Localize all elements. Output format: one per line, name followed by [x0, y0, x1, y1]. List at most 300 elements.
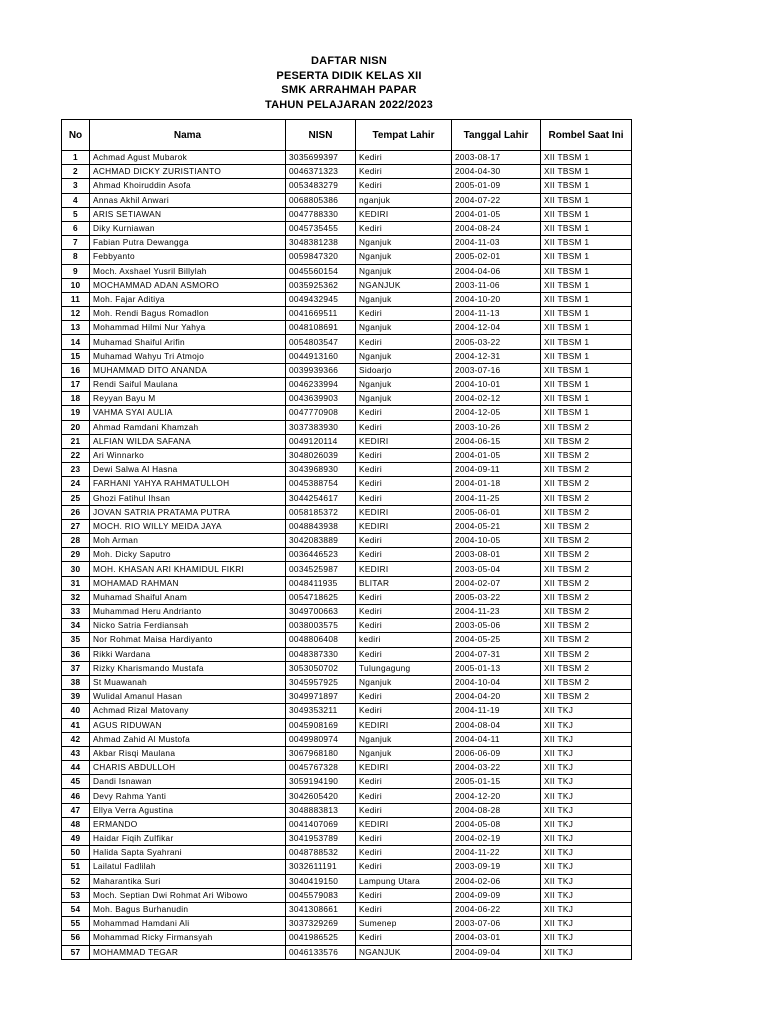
table-row	[62, 846, 632, 860]
cell-nisn: 3035699397	[286, 151, 356, 165]
cell-tempat-lahir: Kediri	[356, 832, 452, 846]
header-rombel: Rombel Saat Ini	[541, 120, 632, 151]
cell-no: 53	[62, 888, 90, 902]
header-no: No	[62, 120, 90, 151]
cell-nisn: 3067968180	[286, 746, 356, 760]
cell-rombel: XII TKJ	[541, 917, 632, 931]
cell-nama: ERMANDO	[90, 817, 286, 831]
table-row	[62, 307, 632, 321]
cell-tanggal-lahir: 2004-10-04	[452, 675, 541, 689]
cell-nisn: 0045908169	[286, 718, 356, 732]
cell-rombel: XII TBSM 2	[541, 675, 632, 689]
cell-nisn: 3049971897	[286, 690, 356, 704]
cell-no: 28	[62, 534, 90, 548]
cell-nama: MUHAMMAD DITO ANANDA	[90, 363, 286, 377]
cell-rombel: XII TBSM 2	[541, 605, 632, 619]
table-row	[62, 250, 632, 264]
table-row	[62, 264, 632, 278]
cell-nisn: 3049700663	[286, 605, 356, 619]
cell-tempat-lahir: Kediri	[356, 590, 452, 604]
cell-tempat-lahir: Kediri	[356, 647, 452, 661]
table-row	[62, 321, 632, 335]
cell-tanggal-lahir: 2003-09-19	[452, 860, 541, 874]
cell-nama: Rikki Wardana	[90, 647, 286, 661]
cell-no: 3	[62, 179, 90, 193]
cell-nisn: 0045767328	[286, 761, 356, 775]
cell-tempat-lahir: Kediri	[356, 406, 452, 420]
cell-rombel: XII TBSM 1	[541, 335, 632, 349]
cell-nama: Rendi Saiful Maulana	[90, 378, 286, 392]
cell-nisn: 0041986525	[286, 931, 356, 945]
cell-nisn: 3041308661	[286, 902, 356, 916]
cell-no: 5	[62, 207, 90, 221]
cell-rombel: XII TKJ	[541, 817, 632, 831]
cell-nisn: 0048387330	[286, 647, 356, 661]
cell-tanggal-lahir: 2004-10-01	[452, 378, 541, 392]
cell-tanggal-lahir: 2004-02-19	[452, 832, 541, 846]
cell-no: 17	[62, 378, 90, 392]
cell-tanggal-lahir: 2003-08-17	[452, 151, 541, 165]
cell-nisn: 0048806408	[286, 633, 356, 647]
cell-tanggal-lahir: 2004-09-11	[452, 463, 541, 477]
cell-tanggal-lahir: 2004-10-20	[452, 292, 541, 306]
cell-no: 1	[62, 151, 90, 165]
cell-nisn: 3049353211	[286, 704, 356, 718]
cell-tempat-lahir: kediri	[356, 633, 452, 647]
cell-tempat-lahir: KEDIRI	[356, 718, 452, 732]
cell-tempat-lahir: Nganjuk	[356, 378, 452, 392]
cell-nisn: 3043968930	[286, 463, 356, 477]
cell-nisn: 0036446523	[286, 548, 356, 562]
cell-no: 24	[62, 477, 90, 491]
cell-tempat-lahir: Nganjuk	[356, 250, 452, 264]
cell-tanggal-lahir: 2003-10-26	[452, 420, 541, 434]
cell-nisn: 0046233994	[286, 378, 356, 392]
cell-rombel: XII TKJ	[541, 704, 632, 718]
cell-rombel: XII TBSM 1	[541, 278, 632, 292]
cell-rombel: XII TKJ	[541, 888, 632, 902]
cell-nisn: 3044254617	[286, 491, 356, 505]
cell-no: 39	[62, 690, 90, 704]
cell-nama: Moch. Axshael Yusril Billylah	[90, 264, 286, 278]
table-row	[62, 236, 632, 250]
table-row	[62, 151, 632, 165]
cell-no: 21	[62, 434, 90, 448]
table-row	[62, 633, 632, 647]
cell-nama: Mohammad Ricky Firmansyah	[90, 931, 286, 945]
cell-nama: AGUS RIDUWAN	[90, 718, 286, 732]
header-nisn: NISN	[286, 120, 356, 151]
cell-no: 14	[62, 335, 90, 349]
table-row	[62, 534, 632, 548]
cell-nisn: 0049120114	[286, 434, 356, 448]
cell-rombel: XII TBSM 1	[541, 321, 632, 335]
cell-tempat-lahir: Kediri	[356, 491, 452, 505]
table-row	[62, 505, 632, 519]
cell-nisn: 0045579083	[286, 888, 356, 902]
cell-tanggal-lahir: 2004-01-18	[452, 477, 541, 491]
cell-no: 27	[62, 519, 90, 533]
cell-tanggal-lahir: 2005-01-15	[452, 775, 541, 789]
cell-tanggal-lahir: 2004-11-25	[452, 491, 541, 505]
cell-tanggal-lahir: 2004-09-09	[452, 888, 541, 902]
cell-no: 44	[62, 761, 90, 775]
cell-nisn: 0054718625	[286, 590, 356, 604]
cell-tanggal-lahir: 2005-01-13	[452, 661, 541, 675]
cell-rombel: XII TKJ	[541, 746, 632, 760]
cell-rombel: XII TKJ	[541, 775, 632, 789]
cell-no: 12	[62, 307, 90, 321]
cell-nama: Ellya Verra Agustina	[90, 803, 286, 817]
cell-rombel: XII TBSM 2	[541, 647, 632, 661]
table-row	[62, 463, 632, 477]
cell-no: 48	[62, 817, 90, 831]
cell-no: 22	[62, 448, 90, 462]
cell-nama: Nicko Satria Ferdiansah	[90, 619, 286, 633]
cell-rombel: XII TBSM 1	[541, 207, 632, 221]
cell-tanggal-lahir: 2004-05-21	[452, 519, 541, 533]
cell-tanggal-lahir: 2004-04-20	[452, 690, 541, 704]
cell-tempat-lahir: KEDIRI	[356, 505, 452, 519]
cell-no: 16	[62, 363, 90, 377]
header-tempat-lahir: Tempat Lahir	[356, 120, 452, 151]
cell-nama: Moch. Septian Dwi Rohmat Ari Wibowo	[90, 888, 286, 902]
cell-tempat-lahir: KEDIRI	[356, 562, 452, 576]
cell-nama: Muhamad Shaiful Arifin	[90, 335, 286, 349]
cell-nama: Mohammad Hamdani Ali	[90, 917, 286, 931]
cell-tempat-lahir: KEDIRI	[356, 817, 452, 831]
cell-tempat-lahir: Nganjuk	[356, 732, 452, 746]
table-row	[62, 179, 632, 193]
cell-no: 40	[62, 704, 90, 718]
cell-nisn: 3041953789	[286, 832, 356, 846]
cell-tempat-lahir: Kediri	[356, 605, 452, 619]
cell-tanggal-lahir: 2004-04-30	[452, 165, 541, 179]
cell-nisn: 0048843938	[286, 519, 356, 533]
cell-nisn: 0046133576	[286, 945, 356, 959]
cell-tempat-lahir: Nganjuk	[356, 292, 452, 306]
cell-tanggal-lahir: 2004-03-22	[452, 761, 541, 775]
cell-tempat-lahir: Kediri	[356, 534, 452, 548]
cell-rombel: XII TBSM 2	[541, 690, 632, 704]
cell-tempat-lahir: nganjuk	[356, 193, 452, 207]
table-row	[62, 860, 632, 874]
cell-tempat-lahir: Kediri	[356, 888, 452, 902]
cell-nama: FARHANI YAHYA RAHMATULLOH	[90, 477, 286, 491]
cell-rombel: XII TKJ	[541, 732, 632, 746]
student-nisn-table	[61, 119, 632, 960]
cell-nama: Moh. Dicky Saputro	[90, 548, 286, 562]
cell-tempat-lahir: Nganjuk	[356, 746, 452, 760]
cell-no: 23	[62, 463, 90, 477]
cell-nisn: 0039939366	[286, 363, 356, 377]
cell-nama: Mohammad Hilmi Nur Yahya	[90, 321, 286, 335]
cell-tempat-lahir: Kediri	[356, 931, 452, 945]
cell-tanggal-lahir: 2004-03-01	[452, 931, 541, 945]
table-row	[62, 392, 632, 406]
cell-nama: Devy Rahma Yanti	[90, 789, 286, 803]
table-row	[62, 718, 632, 732]
cell-no: 8	[62, 250, 90, 264]
cell-no: 37	[62, 661, 90, 675]
cell-tanggal-lahir: 2004-12-31	[452, 349, 541, 363]
cell-rombel: XII TBSM 2	[541, 463, 632, 477]
cell-nisn: 0035925362	[286, 278, 356, 292]
cell-rombel: XII TKJ	[541, 789, 632, 803]
table-row	[62, 888, 632, 902]
cell-tempat-lahir: Lampung Utara	[356, 874, 452, 888]
cell-rombel: XII TBSM 2	[541, 519, 632, 533]
cell-tempat-lahir: Kediri	[356, 179, 452, 193]
cell-tempat-lahir: Sumenep	[356, 917, 452, 931]
table-row	[62, 675, 632, 689]
cell-tempat-lahir: Kediri	[356, 477, 452, 491]
cell-no: 15	[62, 349, 90, 363]
cell-nisn: 3040419150	[286, 874, 356, 888]
cell-tempat-lahir: Kediri	[356, 619, 452, 633]
cell-nisn: 3037329269	[286, 917, 356, 931]
table-row	[62, 349, 632, 363]
cell-tempat-lahir: Sidoarjo	[356, 363, 452, 377]
cell-tanggal-lahir: 2003-05-06	[452, 619, 541, 633]
cell-rombel: XII TBSM 1	[541, 363, 632, 377]
cell-nama: Ghozi Fatihul Ihsan	[90, 491, 286, 505]
cell-nama: ARIS SETIAWAN	[90, 207, 286, 221]
cell-nama: Akbar Risqi Maulana	[90, 746, 286, 760]
cell-rombel: XII TBSM 2	[541, 576, 632, 590]
cell-no: 20	[62, 420, 90, 434]
cell-no: 25	[62, 491, 90, 505]
cell-nisn: 3059194190	[286, 775, 356, 789]
cell-tanggal-lahir: 2004-01-05	[452, 448, 541, 462]
cell-tempat-lahir: Kediri	[356, 803, 452, 817]
cell-no: 30	[62, 562, 90, 576]
cell-nisn: 0047788330	[286, 207, 356, 221]
cell-tanggal-lahir: 2004-02-12	[452, 392, 541, 406]
cell-nama: Nor Rohmat Maisa Hardiyanto	[90, 633, 286, 647]
cell-tanggal-lahir: 2004-04-06	[452, 264, 541, 278]
cell-tempat-lahir: KEDIRI	[356, 761, 452, 775]
table-row	[62, 406, 632, 420]
cell-nisn: 3045957925	[286, 675, 356, 689]
table-row	[62, 817, 632, 831]
cell-rombel: XII TBSM 2	[541, 619, 632, 633]
cell-tanggal-lahir: 2004-05-08	[452, 817, 541, 831]
table-row	[62, 775, 632, 789]
cell-rombel: XII TBSM 2	[541, 548, 632, 562]
cell-no: 9	[62, 264, 90, 278]
table-row	[62, 221, 632, 235]
cell-nama: Wulidal Amanul Hasan	[90, 690, 286, 704]
cell-tempat-lahir: Kediri	[356, 448, 452, 462]
cell-tanggal-lahir: 2005-01-09	[452, 179, 541, 193]
table-row	[62, 420, 632, 434]
cell-nisn: 3042605420	[286, 789, 356, 803]
cell-tanggal-lahir: 2004-02-06	[452, 874, 541, 888]
cell-rombel: XII TBSM 2	[541, 448, 632, 462]
table-row	[62, 292, 632, 306]
cell-tempat-lahir: KEDIRI	[356, 434, 452, 448]
cell-no: 6	[62, 221, 90, 235]
cell-nisn: 0034525987	[286, 562, 356, 576]
cell-no: 46	[62, 789, 90, 803]
cell-nisn: 3037383930	[286, 420, 356, 434]
cell-nama: Moh. Rendi Bagus Romadlon	[90, 307, 286, 321]
table-row	[62, 789, 632, 803]
cell-nisn: 0045388754	[286, 477, 356, 491]
cell-nama: JOVAN SATRIA PRATAMA PUTRA	[90, 505, 286, 519]
cell-rombel: XII TBSM 2	[541, 420, 632, 434]
cell-nama: Muhamad Shaiful Anam	[90, 590, 286, 604]
cell-tempat-lahir: Kediri	[356, 902, 452, 916]
table-row	[62, 519, 632, 533]
cell-no: 11	[62, 292, 90, 306]
cell-rombel: XII TBSM 1	[541, 264, 632, 278]
table-row	[62, 165, 632, 179]
cell-tanggal-lahir: 2004-11-22	[452, 846, 541, 860]
cell-tempat-lahir: Kediri	[356, 151, 452, 165]
title-line-2: PESERTA DIDIK KELAS XII	[276, 69, 422, 82]
cell-nama: Muhammad Heru Andrianto	[90, 605, 286, 619]
table-row	[62, 931, 632, 945]
cell-tempat-lahir: BLITAR	[356, 576, 452, 590]
cell-tempat-lahir: Kediri	[356, 221, 452, 235]
cell-nisn: 0038003575	[286, 619, 356, 633]
cell-nama: MOHAMMAD TEGAR	[90, 945, 286, 959]
cell-tempat-lahir: Kediri	[356, 165, 452, 179]
cell-tanggal-lahir: 2004-07-31	[452, 647, 541, 661]
cell-rombel: XII TBSM 2	[541, 491, 632, 505]
table-row	[62, 562, 632, 576]
cell-tempat-lahir: NGANJUK	[356, 945, 452, 959]
cell-tanggal-lahir: 2004-07-22	[452, 193, 541, 207]
cell-nama: Achmad Agust Mubarok	[90, 151, 286, 165]
cell-nisn: 3053050702	[286, 661, 356, 675]
cell-nama: Dewi Salwa Al Hasna	[90, 463, 286, 477]
cell-tanggal-lahir: 2005-06-01	[452, 505, 541, 519]
cell-nisn: 0041669511	[286, 307, 356, 321]
cell-tanggal-lahir: 2004-08-04	[452, 718, 541, 732]
table-row	[62, 832, 632, 846]
cell-no: 54	[62, 902, 90, 916]
cell-tempat-lahir: NGANJUK	[356, 278, 452, 292]
cell-nama: MOCH. RIO WILLY MEIDA JAYA	[90, 519, 286, 533]
cell-nisn: 3048026039	[286, 448, 356, 462]
cell-no: 47	[62, 803, 90, 817]
cell-tempat-lahir: Kediri	[356, 548, 452, 562]
table-row	[62, 434, 632, 448]
cell-no: 55	[62, 917, 90, 931]
cell-no: 56	[62, 931, 90, 945]
table-row	[62, 704, 632, 718]
cell-rombel: XII TKJ	[541, 718, 632, 732]
cell-nama: Moh. Bagus Burhanudin	[90, 902, 286, 916]
cell-tempat-lahir: Kediri	[356, 690, 452, 704]
cell-tanggal-lahir: 2003-07-16	[452, 363, 541, 377]
cell-no: 50	[62, 846, 90, 860]
cell-nisn: 3032611191	[286, 860, 356, 874]
cell-tanggal-lahir: 2005-02-01	[452, 250, 541, 264]
cell-tanggal-lahir: 2003-11-06	[452, 278, 541, 292]
cell-rombel: XII TKJ	[541, 803, 632, 817]
cell-rombel: XII TBSM 1	[541, 151, 632, 165]
cell-tanggal-lahir: 2004-01-05	[452, 207, 541, 221]
cell-nama: Moh Arman	[90, 534, 286, 548]
title-line-3: SMK ARRAHMAH PAPAR	[281, 84, 417, 96]
cell-nama: CHARIS ABDULLOH	[90, 761, 286, 775]
table-row	[62, 590, 632, 604]
cell-nama: ALFIAN WILDA SAFANA	[90, 434, 286, 448]
cell-no: 10	[62, 278, 90, 292]
cell-tanggal-lahir: 2004-06-15	[452, 434, 541, 448]
cell-tanggal-lahir: 2004-06-22	[452, 902, 541, 916]
cell-nama: Lailatul Fadlilah	[90, 860, 286, 874]
cell-nama: Achmad Rizal Matovany	[90, 704, 286, 718]
cell-no: 31	[62, 576, 90, 590]
cell-no: 18	[62, 392, 90, 406]
cell-nama: Dandi Isnawan	[90, 775, 286, 789]
cell-rombel: XII TBSM 2	[541, 477, 632, 491]
cell-tempat-lahir: Kediri	[356, 420, 452, 434]
cell-rombel: XII TKJ	[541, 874, 632, 888]
cell-tempat-lahir: Nganjuk	[356, 236, 452, 250]
cell-tempat-lahir: Nganjuk	[356, 264, 452, 278]
cell-nisn: 0058185372	[286, 505, 356, 519]
cell-tanggal-lahir: 2004-08-28	[452, 803, 541, 817]
cell-nisn: 0045560154	[286, 264, 356, 278]
table-row	[62, 278, 632, 292]
cell-nisn: 0059847320	[286, 250, 356, 264]
header-tanggal-lahir: Tanggal Lahir	[452, 120, 541, 151]
cell-no: 45	[62, 775, 90, 789]
cell-nama: Haidar Fiqih Zulfikar	[90, 832, 286, 846]
table-row	[62, 661, 632, 675]
cell-nama: Halida Sapta Syahrani	[90, 846, 286, 860]
cell-tanggal-lahir: 2005-03-22	[452, 335, 541, 349]
cell-nama: MOCHAMMAD ADAN ASMORO	[90, 278, 286, 292]
cell-tanggal-lahir: 2004-09-04	[452, 945, 541, 959]
table-row	[62, 363, 632, 377]
cell-no: 13	[62, 321, 90, 335]
cell-rombel: XII TBSM 1	[541, 378, 632, 392]
cell-nama: Ahmad Khoiruddin Asofa	[90, 179, 286, 193]
cell-no: 38	[62, 675, 90, 689]
cell-nama: Annas Akhil Anwari	[90, 193, 286, 207]
cell-no: 29	[62, 548, 90, 562]
title-line-1: DAFTAR NISN	[311, 55, 387, 67]
cell-nisn: 0043639903	[286, 392, 356, 406]
cell-tanggal-lahir: 2003-07-06	[452, 917, 541, 931]
cell-tanggal-lahir: 2004-11-13	[452, 307, 541, 321]
table-row	[62, 917, 632, 931]
cell-no: 33	[62, 605, 90, 619]
cell-rombel: XII TKJ	[541, 931, 632, 945]
cell-tanggal-lahir: 2004-10-05	[452, 534, 541, 548]
cell-nama: VAHMA SYAI AULIA	[90, 406, 286, 420]
cell-nisn: 0053483279	[286, 179, 356, 193]
cell-no: 57	[62, 945, 90, 959]
cell-rombel: XII TKJ	[541, 761, 632, 775]
cell-nisn: 0068805386	[286, 193, 356, 207]
cell-tempat-lahir: Kediri	[356, 335, 452, 349]
cell-no: 42	[62, 732, 90, 746]
cell-rombel: XII TBSM 1	[541, 406, 632, 420]
table-row	[62, 761, 632, 775]
table-row	[62, 448, 632, 462]
cell-tanggal-lahir: 2004-11-23	[452, 605, 541, 619]
cell-no: 4	[62, 193, 90, 207]
cell-no: 34	[62, 619, 90, 633]
